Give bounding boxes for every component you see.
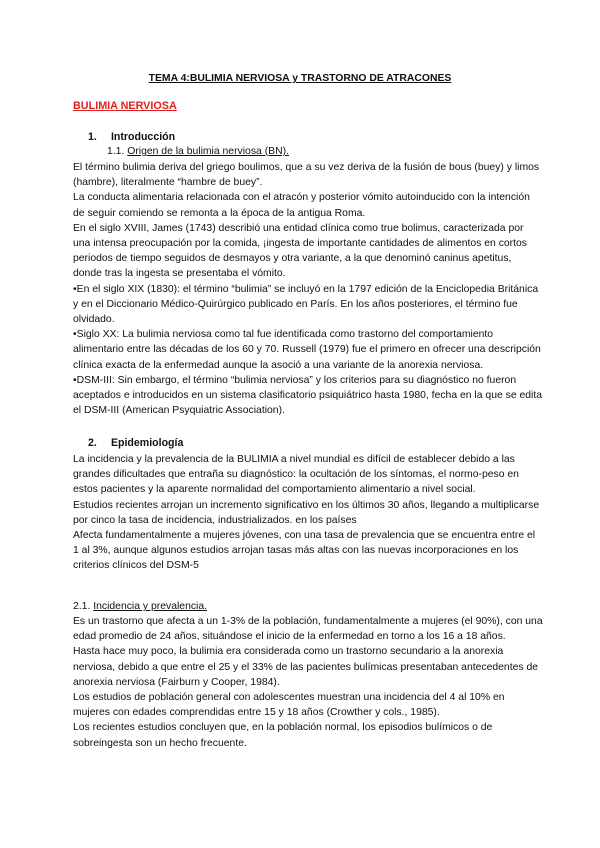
paragraph: El término bulimia deriva del griego boulimos, que a su vez deriva de la fusión de bous (buey) y limos (hambre), literalmente “hambre de buey”.: [73, 162, 540, 189]
section-title: BULIMIA NERVIOSA: [73, 100, 177, 112]
subheading-number: 2.1.: [73, 601, 91, 612]
subheading-origin: [107, 146, 289, 157]
paragraph: La incidencia y la prevalencia de la BULIMIA a nivel mundial es difícil de establecer debido a las grandes dificultades que entraña su diagnóstico: la ocultación de los síntomas, el normo-peso en estos pacientes y la aparente normalidad del comportamiento alimentario a nivel social.: [73, 454, 519, 496]
paragraph: •Siglo XX: La bulimia nerviosa como tal fue identificada como trastorno del comportamiento alimentario entre las décadas de los 60 y 70. Russell (1979) fue el primero en ofrecer una descripción clínica exacta de la enfermedad aunque la asoció a una variante de la anorexia nerviosa.: [73, 329, 541, 371]
heading-label: Introducción: [110, 131, 176, 143]
paragraph: •En el siglo XIX (1830): el término “bulimia” se incluyó en la 1797 edición de la Enciclopedia Británica y en el Diccionario Médico-Quirúrgico publicado en París. En los años posteriores, el término fue olvidado.: [73, 283, 539, 326]
heading-number: 2.: [88, 437, 97, 449]
paragraph: Los recientes estudios concluyen que, en la población normal, los episodios bulímicos o de sobreingesta son un hecho frecuente.: [73, 722, 493, 749]
paragraph: Es un trastorno que afecta a un 1-3% de la población, fundamentalmente a mujeres (el 90%), con una edad promedio de 24 años, situándose el inicio de la enfermedad en torno a los 16 a 18 años.: [73, 616, 543, 643]
subheading-number: 1.1.: [107, 146, 125, 157]
subheading-label: Incidencia y prevalencia.: [93, 601, 208, 612]
epidemiology-body: [73, 452, 543, 574]
paragraph: Los estudios de población general con adolescentes muestran una incidencia del 4 al 10% en mujeres con edades comprendidas entre 15 y 18 años (Crowther y cols., 1985).: [73, 692, 505, 719]
paragraph: •DSM-III: Sin embargo, el término “bulimia nerviosa” y los criterios para su diagnóstico no fueron aceptados e introducidos en un sistema clasificatorio psiquiátrico hasta 1980, fecha en la que se edita el DSM-III (American Psyquiatric Association).: [73, 374, 543, 417]
introduction-body: [73, 160, 543, 418]
heading-label: Epidemiología: [110, 437, 184, 449]
paragraph: Hasta hace muy poco, la bulimia era considerada como un trastorno secundario a la anorexia nerviosa, debido a que entre el 25 y el 33% de las pacientes bulímicas presentaban antecedentes de anorexia nerviosa (Fairburn y Cooper, 1984).: [73, 646, 539, 688]
paragraph: La conducta alimentaria relacionada con el atracón y posterior vómito autoinducido con la intención de seguir comiendo se remonta a la época de la antigua Roma.: [73, 192, 530, 219]
subheading-label: Origen de la bulimia nerviosa (BN).: [127, 146, 289, 157]
heading-epidemiology: [88, 437, 183, 449]
document-title: TEMA 4:BULIMIA NERVIOSA y TRASTORNO DE ATRACONES: [148, 73, 452, 84]
paragraph: Afecta fundamentalmente a mujeres jóvenes, con una tasa de prevalencia que se encuentra entre el 1 al 3%, aunque algunos estudios arrojan tasas más altas con las nuevas incorporaciones en los criterios clínicos del DSM-5: [73, 530, 536, 572]
paragraph: En el siglo XVIII, James (1743) describió una entidad clínica como true bolimus, caracterizada por una intensa preocupación por la comida, ¡ingesta de importante cantidades de alimentos en cortos periodos de tiempo seguidos de desmayos y otra variante, a la que denominó caninus apetitus, donde tras la ingesta se presentaba el vómito.: [73, 222, 528, 280]
heading-number: 1.: [88, 131, 97, 143]
heading-introduction: [88, 131, 175, 143]
paragraph: Estudios recientes arrojan un incremento significativo en los últimos 30 años, llegando a multiplicarse por cinco la tasa de incidencia, industrializados. en los países: [73, 499, 540, 526]
subheading-incidence: [73, 601, 207, 612]
incidence-body: [73, 614, 543, 751]
